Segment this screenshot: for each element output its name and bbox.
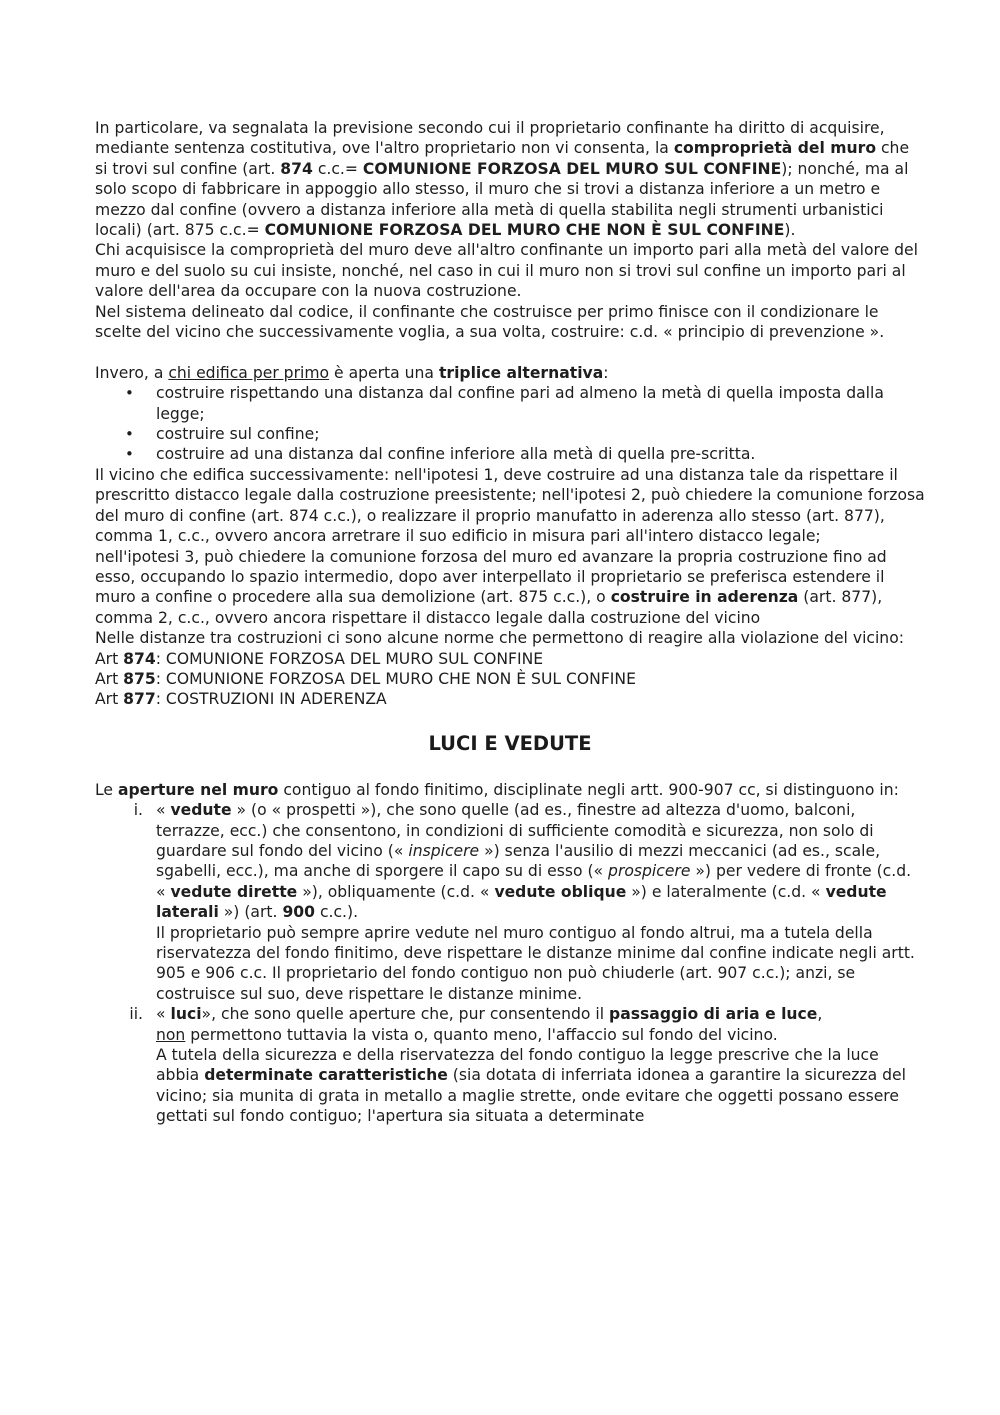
text: : COSTRUZIONI IN ADERENZA: [155, 690, 387, 709]
paragraph-triplice: [95, 363, 925, 383]
text: ») e lateralmente (c.d. «: [626, 882, 826, 901]
bold-text: vedute: [170, 801, 232, 820]
text: Art: [95, 649, 124, 668]
text: A tutela della sicurezza e della riservatezza del fondo contiguo la legge prescrive che la luce abbia: [156, 1046, 879, 1085]
text: (sia dotata di inferriata idonea a garantire la sicurezza del vicino; sia munita di grata in metallo a maglie strette, onde evitare che oggetti possano essere gettati sul fondo contiguo; l'apertura sia situata a determinate: [156, 1066, 906, 1126]
blank-line: [95, 342, 925, 362]
bold-text: comproprietà del muro: [673, 139, 877, 158]
paragraph-ipotesi-1-2: Il vicino che edifica successivamente: nell'ipotesi 1, deve costruire ad una distanza tale da rispettare il prescritto distacco legale dalla costruzione preesistente; nell'ipotesi 2, può chiedere la comunione forzosa del muro di confine (art. 874 c.c.), o realizzare il proprio manufatto in aderenza allo stesso (art. 877), comma 1, c.c., ovvero ancora arretrare il suo edificio in misura pari all'intero distacco legale;: [95, 465, 925, 546]
text: Invero, a: [95, 363, 169, 382]
vedute-distanze: Il proprietario può sempre aprire vedute nel muro contiguo al fondo altrui, ma a tutela della riservatezza del fondo finitimo, deve rispettare le distanze minime dal confine indicate negli artt. 905 e 906 c.c. Il proprietario del fondo contiguo non può chiuderle (art. 907 c.c.); anzi, se costruisce sul suo, deve rispettare le distanze minime.: [156, 923, 915, 1003]
text: Le: [95, 780, 118, 799]
text: : COMUNIONE FORZOSA DEL MURO SUL CONFINE: [155, 649, 544, 668]
text: », che sono quelle aperture che, pur consentendo il: [201, 1005, 610, 1024]
bullet-list: [95, 383, 925, 465]
vedute-definition: [156, 800, 925, 922]
article-line: [95, 689, 925, 709]
bold-text: determinate caratteristiche: [204, 1066, 448, 1085]
text: » (o « prospetti »), che sono quelle (ad es., finestre ad altezza d'uomo, balconi, terrazze, ecc.) che consentono, in condizioni di sufficiente comodità e sicurezza, non solo di guardare sul fondo del vicino («: [156, 801, 874, 860]
bold-text: passaggio di aria e luce: [609, 1005, 818, 1024]
roman-list: [95, 800, 925, 1127]
text: ).: [784, 221, 796, 240]
underlined-text: non: [156, 1025, 186, 1044]
paragraph-norme: Nelle distanze tra costruzioni ci sono alcune norme che permettono di reagire alla violazione del vicino:: [95, 629, 904, 648]
paragraph-ipotesi-3: [95, 547, 925, 629]
text: Art: [95, 669, 124, 688]
bold-text: aperture nel muro: [117, 780, 279, 799]
article-line: [95, 669, 925, 689]
section-heading: LUCI E VEDUTE: [428, 731, 592, 755]
paragraph-comproprieta: [95, 118, 925, 240]
text: c.c.=: [312, 159, 363, 178]
text: Art: [95, 690, 124, 709]
article-number: 875: [123, 669, 156, 688]
text: : COMUNIONE FORZOSA DEL MURO CHE NON È SUL CONFINE: [155, 669, 636, 688]
bold-text: 900: [282, 903, 315, 922]
text: In particolare, va segnalata la previsione secondo cui il proprietario confinante ha diritto di acquisire, mediante sentenza costitutiva, ove l'altro proprietario non vi consenta, la: [95, 119, 885, 158]
bold-text: vedute oblique: [494, 882, 627, 901]
text: nell'ipotesi 3, può chiedere la comunione forzosa del muro ed avanzare la propria costruzione fino ad esso, occupando lo spazio intermedio, dopo aver interpellato il proprietario se preferisca estendere il muro a confine o procedere alla sua demolizione (art. 875 c.c.), o: [95, 547, 887, 607]
article-line: [95, 649, 925, 669]
text: c.c.).: [315, 903, 359, 922]
text: contiguo al fondo finitimo, disciplinate negli artt. 900-907 cc, si distinguono in:: [278, 780, 899, 799]
underlined-text: chi edifica per primo: [168, 363, 330, 382]
text: permettono tuttavia la vista o, quanto meno, l'affaccio sul fondo del vicino.: [185, 1025, 778, 1044]
bold-text: COMUNIONE FORZOSA DEL MURO SUL CONFINE: [362, 159, 782, 178]
blank-line: [95, 758, 925, 780]
article-number: 877: [123, 690, 156, 709]
bold-text: costruire in aderenza: [610, 588, 799, 607]
text: ») senza l'ausilio di mezzi meccanici (ad es., scale, sgabelli, ecc.), ma anche di sporgere il capo su di esso («: [156, 841, 881, 881]
list-item: • costruire ad una distanza dal confine inferiore alla metà di quella pre-scritta.: [95, 444, 925, 464]
paragraph-prevenzione: Nel sistema delineato dal codice, il confinante che costruisce per primo finisce con il condizionare le scelte del vicino che successivamente voglia, a sua volta, costruire: c.d. « principio di prevenzione ».: [95, 302, 885, 342]
paragraph-importo: Chi acquisisce la comproprietà del muro deve all'altro confinante un importo pari alla metà del valore del muro e del suolo su cui insiste, nonché, nel caso in cui il muro non si trovi sul confine un importo pari al valore dell'area da occupare con la nuova costruzione.: [95, 241, 918, 301]
italic-text: prospicere: [608, 862, 691, 881]
list-marker: ii.: [129, 1005, 143, 1024]
text: ») per vedere di fronte (c.d. «: [156, 862, 912, 901]
list-marker: i.: [133, 801, 143, 820]
list-item: • costruire sul confine;: [95, 424, 925, 444]
bold-text: luci: [170, 1005, 202, 1024]
text: (art. 877), comma 2, c.c., ovvero ancora rispettare il distacco legale dalla costruzione del vicino: [95, 588, 883, 627]
text: ») (art.: [218, 903, 283, 922]
document-page: [95, 118, 925, 1127]
article-number: 874: [123, 649, 156, 668]
text: che si trovi sul confine (art.: [95, 139, 910, 178]
bold-text: vedute dirette: [170, 882, 298, 901]
text: ); nonché, ma al solo scopo di fabbricare in appoggio allo stesso, il muro che si trovi a distanza inferiore a un metro e mezzo dal confine (ovvero a distanza inferiore alla metà di quella stabilita negli strumenti urbanistici locali) (art. 875 c.c.=: [95, 159, 909, 240]
luci-definition: [156, 1004, 925, 1045]
text: «: [156, 1005, 171, 1024]
list-item-luci: [95, 1004, 925, 1126]
list-item: • costruire rispettando una distanza dal confine pari ad almeno la metà di quella imposta dalla legge;: [95, 383, 925, 424]
text: «: [156, 801, 171, 820]
text: :: [603, 363, 609, 382]
bold-text: triplice alternativa: [438, 363, 604, 382]
list-item-vedute: [95, 800, 925, 1004]
luci-caratteristiche: [156, 1045, 925, 1127]
paragraph-aperture: [95, 780, 925, 800]
text: »), obliquamente (c.d. «: [297, 882, 495, 901]
bold-text: 874: [280, 159, 313, 178]
bold-text: vedute laterali: [156, 882, 887, 922]
bold-text: COMUNIONE FORZOSA DEL MURO CHE NON È SUL CONFINE: [264, 221, 785, 240]
text: è aperta una: [329, 363, 439, 382]
italic-text: inspicere: [408, 841, 480, 860]
text: ,: [817, 1005, 823, 1024]
